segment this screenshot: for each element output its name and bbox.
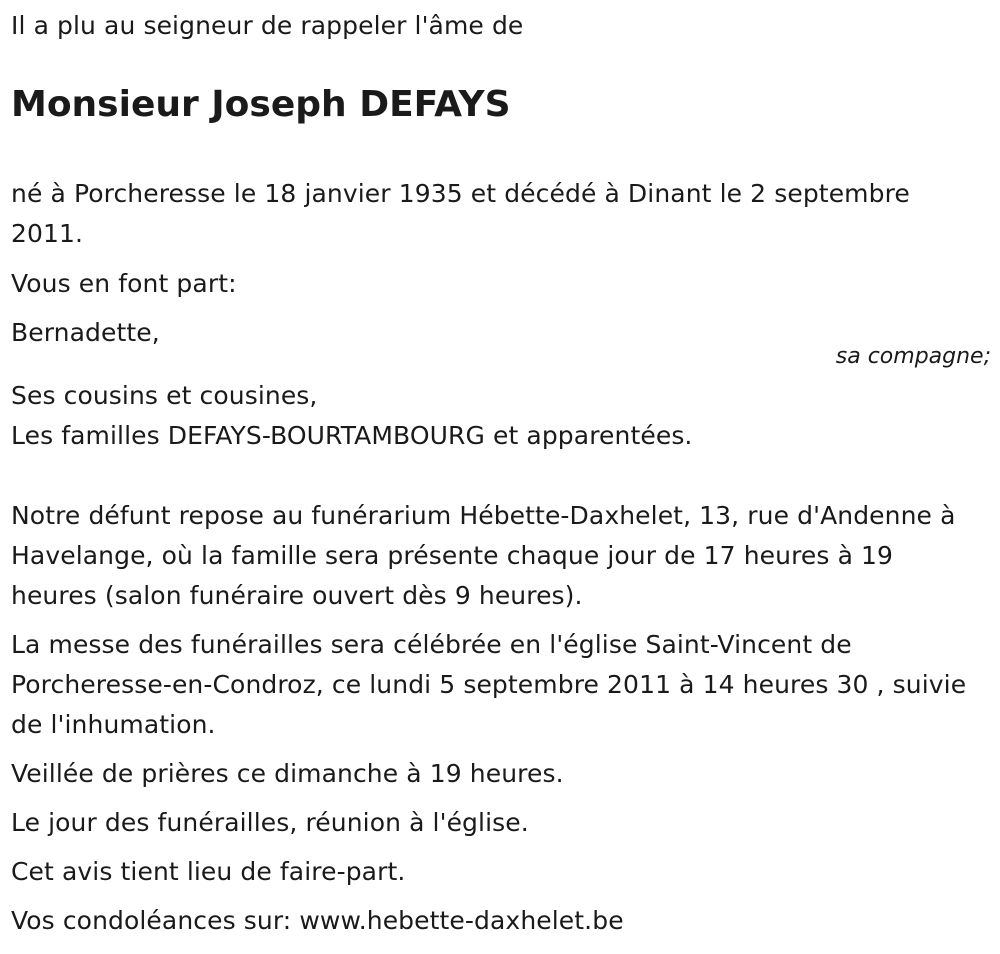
family-list bbox=[11, 376, 692, 456]
repose-text: Notre défunt repose au funérarium Hébette-Daxhelet, 13, rue d'Andenne à Havelange, où la famille sera présente chaque jour de 17 heures à 19 heures (salon funéraire ouvert dès 9 heures). bbox=[11, 501, 956, 610]
mass-text: La messe des funérailles sera célébrée en l'église Saint-Vincent de Porcheresse-en-Condroz, ce lundi 5 septembre 2011 à 14 heures 30 , suivie de l'inhumation. bbox=[11, 630, 967, 739]
deceased-name: Monsieur Joseph DEFAYS bbox=[11, 84, 511, 125]
first-relative-role: sa compagne; bbox=[835, 344, 991, 369]
part-lead-text: Vous en font part: bbox=[11, 269, 237, 298]
meeting-text: Le jour des funérailles, réunion à l'église. bbox=[11, 808, 529, 837]
family-line: Les familles DEFAYS-BOURTAMBOURG et apparentées. bbox=[11, 421, 693, 450]
condolences-line bbox=[11, 901, 986, 941]
condolences-link[interactable]: www.hebette-daxhelet.be bbox=[299, 906, 624, 935]
details-block bbox=[11, 496, 986, 941]
intro-text: Il a plu au seigneur de rappeler l'âme de bbox=[11, 11, 524, 40]
birth-death-text: né à Porcheresse le 18 janvier 1935 et décédé à Dinant le 2 septembre 2011. bbox=[11, 179, 910, 248]
notice-note-text: Cet avis tient lieu de faire-part. bbox=[11, 857, 406, 886]
family-line: Ses cousins et cousines, bbox=[11, 381, 318, 410]
first-relative-name: Bernadette, bbox=[11, 318, 160, 347]
vigil-text: Veillée de prières ce dimanche à 19 heures. bbox=[11, 759, 564, 788]
condolences-label: Vos condoléances sur: bbox=[11, 906, 292, 935]
